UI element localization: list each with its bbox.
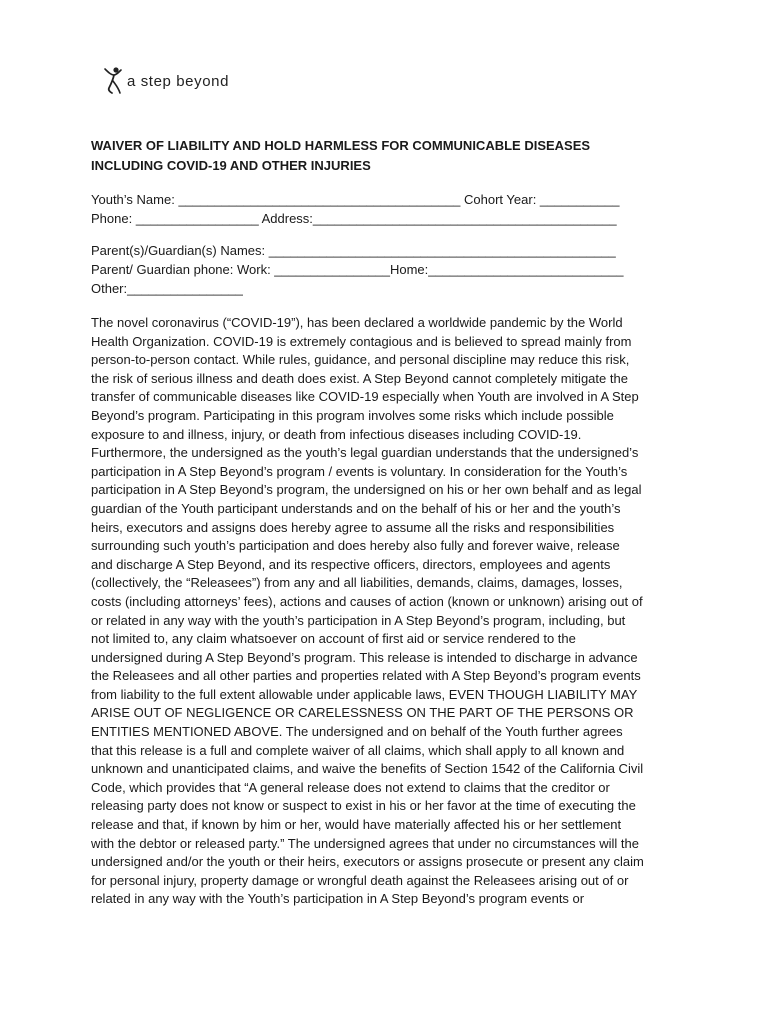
guardian-info-block <box>91 241 624 298</box>
phone-address-line: Phone: _________________ Address:__________________________________________ <box>91 211 617 226</box>
body-line: unknown and unanticipated claims, and waive the benefits of Section 1542 of the California Civil <box>91 761 644 777</box>
body-line: surrounding such youth’s participation and does hereby also fully and forever waive, release <box>91 538 620 554</box>
body-line: Health Organization. COVID-19 is extremely contagious and is believed to spread mainly from <box>91 333 632 349</box>
dancer-figure-icon <box>103 66 123 96</box>
body-line: participation in A Step Beyond’s program / events is voluntary. In consideration for the Youth’s <box>91 463 628 479</box>
body-line: release and that, if known by him or her, would have materially affected his or her settlement <box>91 817 622 833</box>
body-line: from liability to the full extent allowable under applicable laws, EVEN THOUGH LIABILITY MAY <box>91 686 638 702</box>
body-line: undersigned and/or the youth or their heirs, executors or assigns prosecute or present any claim <box>91 854 644 870</box>
body-line: heirs, executors and assigns does hereby agree to assume all the risks and responsibilities <box>91 519 615 535</box>
body-line: with the debtor or released party.” The undersigned agrees that under no circumstances will the <box>91 835 639 851</box>
waiver-body-paragraph <box>91 314 691 909</box>
body-line: exposure to and illness, injury, or death from infectious diseases including COVID-19. <box>91 426 582 442</box>
body-line: Code, which provides that “A general release does not extend to claims that the creditor or <box>91 779 610 795</box>
body-line: guardian of the Youth participant understands and on the behalf of his or her and the youth’s <box>91 500 621 516</box>
guardian-phone-line: Parent/ Guardian phone: Work: ________________Home:___________________________ <box>91 262 624 277</box>
body-line: participation in A Step Beyond’s program, the undersigned on his or her own behalf and as legal <box>91 482 642 498</box>
body-line: and discharge A Step Beyond, and its respective officers, directors, employees and agents <box>91 556 611 572</box>
title-line: INCLUDING COVID-19 AND OTHER INJURIES <box>91 158 371 173</box>
body-line: Furthermore, the undersigned as the youth’s legal guardian understands that the undersigned’s <box>91 445 639 461</box>
body-line: releasing party does not know or suspect to exist in his or her favor at the time of executing the <box>91 798 636 814</box>
body-line: not limited to, any claim whatsoever on account of first aid or service rendered to the <box>91 631 576 647</box>
youth-info-block <box>91 190 619 228</box>
body-line: undersigned during A Step Beyond’s program. This release is intended to discharge in advance <box>91 649 638 665</box>
youth-name-cohort-line: Youth’s Name: _______________________________________ Cohort Year: ___________ <box>91 192 620 207</box>
body-line: person-to-person contact. While rules, guidance, and personal discipline may reduce this risk, <box>91 352 630 368</box>
body-line: that this release is a full and complete waiver of all claims, which shall apply to all known and <box>91 742 625 758</box>
other-line: Other:________________ <box>91 281 243 296</box>
body-line: Beyond’s program. Participating in this program involves some risks which include possible <box>91 407 614 423</box>
body-line: ENTITIES MENTIONED ABOVE. The undersigned and on behalf of the Youth further agrees <box>91 724 623 740</box>
body-line: for personal injury, property damage or wrongful death against the Releasees arising out of or <box>91 872 629 888</box>
body-line: the risk of serious illness and death does exist. A Step Beyond cannot completely mitigate the <box>91 370 628 386</box>
body-line: (collectively, the “Releasees”) from any and all liabilities, demands, claims, damages, losses, <box>91 575 623 591</box>
body-line: costs (including attorneys’ fees), actions and causes of action (known or unknown) arising out of <box>91 593 643 609</box>
guardian-names-line: Parent(s)/Guardian(s) Names: ________________________________________________ <box>91 243 616 258</box>
body-line: ARISE OUT OF NEGLIGENCE OR CARELESSNESS ON THE PART OF THE PERSONS OR <box>91 705 634 721</box>
document-title <box>91 136 691 176</box>
body-line: related in any way with the Youth’s participation in A Step Beyond’s program events or <box>91 891 585 907</box>
body-line: or related in any way with the youth’s participation in A Step Beyond’s program, including, but <box>91 612 626 628</box>
body-line: transfer of communicable diseases like COVID-19 especially when Youth are involved in A Step <box>91 389 639 405</box>
logo-text: a step beyond <box>127 72 230 90</box>
title-line: WAIVER OF LIABILITY AND HOLD HARMLESS FOR COMMUNICABLE DISEASES <box>91 138 591 153</box>
body-line: the Releasees and all other parties and properties related with A Step Beyond’s program events <box>91 668 641 684</box>
logo <box>103 66 229 96</box>
body-line: The novel coronavirus (“COVID-19”), has been declared a worldwide pandemic by the World <box>91 315 623 330</box>
